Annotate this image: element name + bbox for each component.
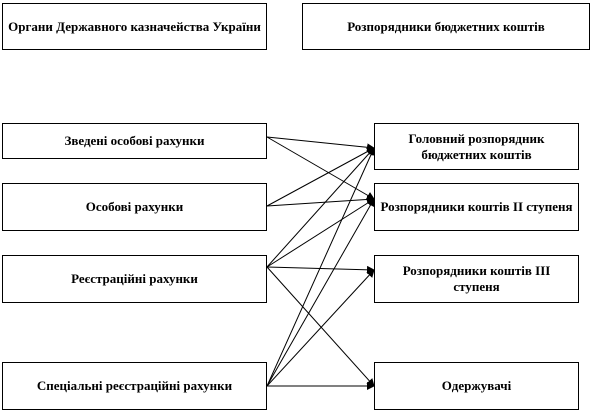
chief-budget-manager-box: Головний розпорядник бюджетних коштів — [374, 123, 579, 170]
registration-accounts-box: Реєстраційні рахунки — [2, 255, 267, 303]
budget-managers-header: Розпорядники бюджетних коштів — [302, 3, 590, 50]
recipients-box: Одержувачі — [374, 362, 579, 410]
treasury-bodies-header: Органи Державного казначейства України — [2, 3, 267, 50]
personal-accounts-box: Особові рахунки — [2, 183, 267, 231]
second-level-managers-box: Розпорядники коштів ІІ ступеня — [374, 183, 579, 231]
connection-arrow-1-to-0 — [267, 148, 374, 206]
consolidated-personal-accounts-box: Зведені особові рахунки — [2, 123, 267, 159]
special-registration-accounts-box: Спеціальні реєстраційні рахунки — [2, 362, 267, 410]
connection-arrow-1-to-1 — [267, 199, 374, 206]
connection-arrow-2-to-0 — [267, 148, 374, 267]
third-level-managers-box: Розпорядники коштів ІІІ ступеня — [374, 255, 579, 303]
connection-arrow-3-to-1 — [267, 199, 374, 386]
connection-arrow-2-to-1 — [267, 199, 374, 267]
